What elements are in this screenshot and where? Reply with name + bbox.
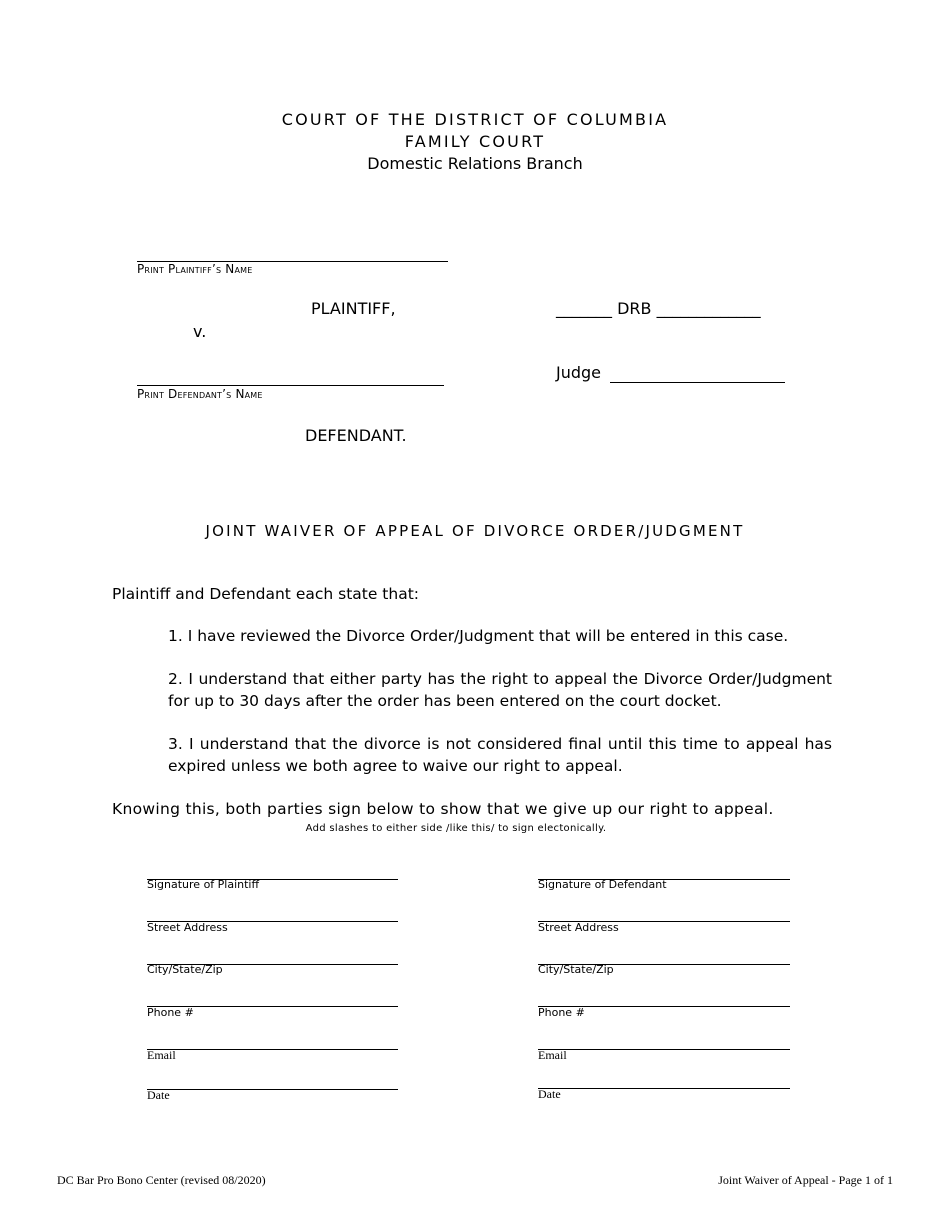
plaintiff-date-label: Date: [147, 1088, 170, 1102]
plaintiff-street-field[interactable]: [147, 902, 398, 922]
plaintiff-email-label: Email: [147, 1048, 176, 1062]
statement-2: 2. I understand that either party has the right to appeal the Divorce Order/Judgment for up to 30 days after the order has been entered on the court docket.: [168, 670, 832, 710]
statement-1: 1. I have reviewed the Divorce Order/Judgment that will be entered in this case.: [168, 627, 789, 645]
plaintiff-street-label: Street Address: [147, 921, 228, 934]
plaintiff-phone-label: Phone #: [147, 1006, 194, 1019]
defendant-role: DEFENDANT.: [305, 426, 407, 445]
defendant-signature-field[interactable]: [538, 860, 790, 880]
defendant-date-line: [538, 1088, 790, 1089]
plaintiff-signature-field[interactable]: [147, 860, 398, 880]
footer-left: DC Bar Pro Bono Center (revised 08/2020): [57, 1173, 266, 1187]
defendant-email-label: Email: [538, 1048, 567, 1062]
plaintiff-phone-field[interactable]: [147, 987, 398, 1007]
defendant-name-label: Print Defendant’s Name: [137, 387, 263, 401]
plaintiff-email-line: [147, 1049, 398, 1050]
case-number-field[interactable]: _______ DRB _____________: [556, 299, 761, 318]
defendant-email-line: [538, 1049, 790, 1050]
court-name: COURT OF THE DISTRICT OF COLUMBIA: [281, 110, 669, 129]
e-sign-note: Add slashes to either side /like this/ to sign electonically.: [305, 823, 607, 834]
plaintiff-name-field[interactable]: [137, 241, 448, 261]
defendant-signature-label: Signature of Defendant: [538, 878, 667, 891]
defendant-street-field[interactable]: [538, 902, 790, 922]
court-division: FAMILY COURT: [404, 132, 546, 151]
plaintiff-city-label: City/State/Zip: [147, 963, 223, 976]
plaintiff-name-label: Print Plaintiff’s Name: [137, 262, 253, 276]
versus-label: v.: [193, 322, 207, 341]
plaintiff-date-line: [147, 1089, 398, 1090]
plaintiff-role: PLAINTIFF,: [311, 299, 396, 318]
statement-3: 3. I understand that the divorce is not considered final until this time to appeal has expired unless we both agree to waive our right to appeal.: [168, 735, 832, 775]
plaintiff-email-field[interactable]: [147, 1030, 398, 1050]
judge-label: Judge: [556, 363, 602, 382]
defendant-email-field[interactable]: [538, 1030, 790, 1050]
defendant-name-line: [137, 385, 444, 386]
defendant-city-label: City/State/Zip: [538, 963, 614, 976]
defendant-street-label: Street Address: [538, 921, 619, 934]
defendant-name-field[interactable]: [137, 365, 444, 385]
defendant-phone-label: Phone #: [538, 1006, 585, 1019]
document-title: JOINT WAIVER OF APPEAL OF DIVORCE ORDER/JUDGMENT: [205, 522, 745, 540]
intro-text: Plaintiff and Defendant each state that:: [112, 585, 420, 603]
judge-name-line: [610, 382, 785, 383]
plaintiff-city-field[interactable]: [147, 945, 398, 965]
court-branch: Domestic Relations Branch: [367, 154, 583, 173]
defendant-date-label: Date: [538, 1087, 561, 1101]
footer-right: Joint Waiver of Appeal - Page 1 of 1: [718, 1173, 893, 1187]
defendant-date-field[interactable]: [538, 1069, 790, 1089]
defendant-phone-field[interactable]: [538, 987, 790, 1007]
defendant-city-field[interactable]: [538, 945, 790, 965]
plaintiff-date-field[interactable]: [147, 1070, 398, 1090]
judge-name-field[interactable]: [610, 362, 785, 382]
plaintiff-signature-label: Signature of Plaintiff: [147, 878, 260, 891]
closing-text: Knowing this, both parties sign below to show that we give up our right to appeal.: [112, 800, 774, 818]
